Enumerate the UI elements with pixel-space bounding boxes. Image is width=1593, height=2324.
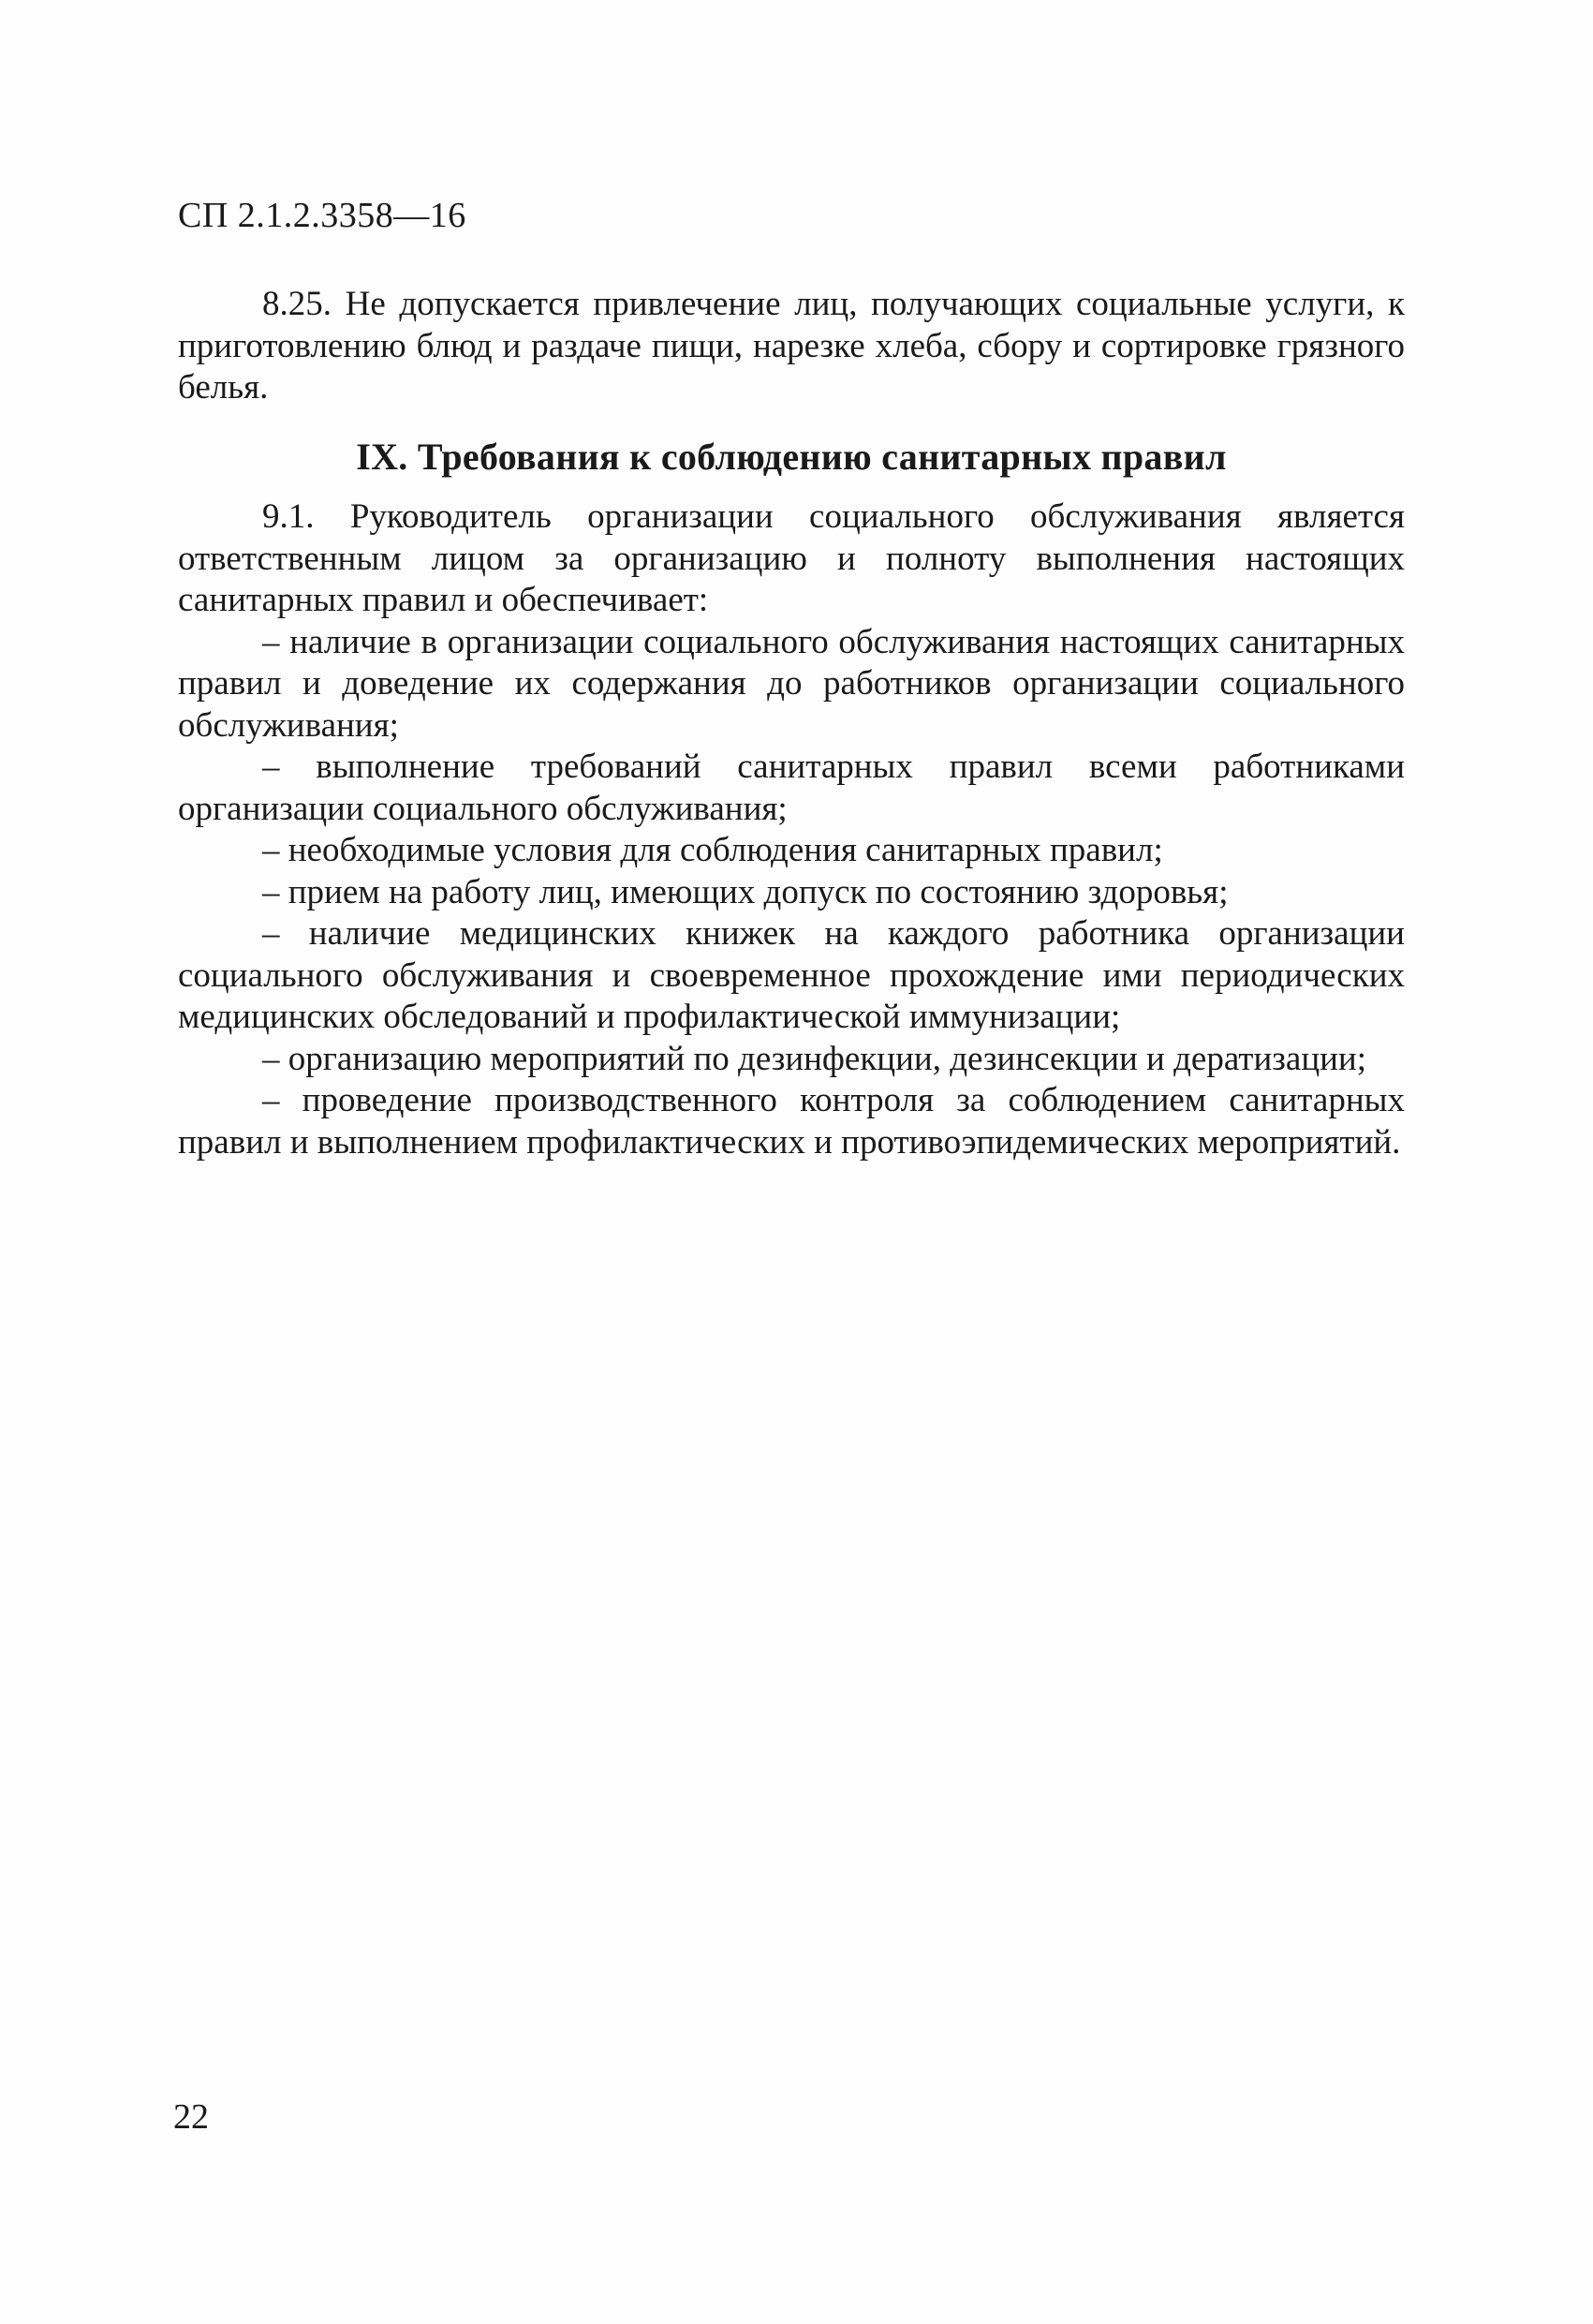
list-item-disinfection: – организацию мероприятий по дезинфекции, дезинсекции и дератизации; [262, 1039, 1366, 1078]
list-item-conditions: – необходимые условия для соблюдения санитарных правил; [262, 831, 1163, 869]
list-item-rules-compliance: – выполнение требований санитарных правил всеми работниками организации социального обслуживания; [178, 748, 1405, 828]
section-8-text [178, 284, 1405, 409]
list-item-production-control: – проведение производственного контроля за соблюдением санитарных правил и выполнением профилактических и противоэпидемических мероприятий. [178, 1081, 1405, 1162]
page-number: 22 [173, 2097, 209, 2137]
paragraph-8-25: 8.25. Не допускается привлечение лиц, получающих социальные услуги, к приготовлению блюд и раздаче пищи, нарезке хлеба, сбору и сортировке грязного белья. [178, 285, 1405, 407]
paragraph-9-1: 9.1. Руководитель организации социального обслуживания является ответственным лицом за организацию и полноту выполнения настоящих санитарных правил и обеспечивает: [178, 497, 1405, 619]
section-9-heading: IX. Требования к соблюдению санитарных правил [356, 436, 1227, 478]
list-item-medical-books: – наличие медицинских книжек на каждого работника организации социального обслуживания и своевременное прохождение ими периодических медицинских обследований и профилактической иммунизации; [178, 914, 1405, 1036]
document-code: СП 2.1.2.3358—16 [178, 196, 466, 235]
list-item-rules-availability: – наличие в организации социального обслуживания настоящих санитарных правил и доведение их содержания до работников организации социального обслуживания; [178, 622, 1405, 745]
list-item-hiring: – прием на работу лиц, имеющих допуск по состоянию здоровья; [262, 872, 1229, 911]
section-9-text [178, 496, 1405, 1163]
